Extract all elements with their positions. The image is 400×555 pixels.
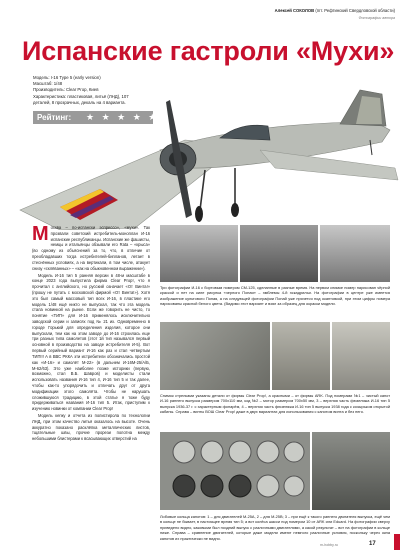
spec-model: Модель: I-16 Type 5 (early version)	[33, 75, 101, 80]
body-paragraph-1: осква – по-испански эспрессо», «мухи». Так прозвали советский истребитель-моноплан И-16 испанские республиканцы. Испанские же фашисты, немцы и итальянцы обзывали его Rata – «крыса» (во одному из объяснений за то, что, в отличие от преобладавших тогда истребителей-бипланов, летает в стеснённых условиях, а на вертикали, в том числе, атакует снизу «склёванных» – «как на обыкновенном выражении»).	[32, 225, 150, 271]
spec-kit: Характеристика: пластиковая, литьё (ЛНД), 107	[33, 93, 129, 99]
photo-aircraft-1	[160, 225, 238, 282]
photo-parts-props-1	[272, 322, 330, 390]
caption-2: Снимок стрелками указаны детали от фирмы Clear Prop!, а красными – от фирмы ARK. Под номерами №1 – чистый капот И-16 раннего выпуска размером 700x110 мм, код №2 – мотор размером 700x50 мм, 3 – верхняя часть фюзеляжа И-16 тип 5 выпуска 1936-37 г. с характерным фонарём, 4 – верхняя часть фюзеляжа И-16 тип 5 выпуска 1938 года с козырьком открытой кабины. Справа – винты ВОШ Clear Prop! даже в двух вариантах для использования с капотом винта и без него.	[160, 393, 390, 415]
photo-aircraft-3	[320, 225, 390, 282]
spec-kit-2: деталей, 8 прозрачных, декаль на 4 варианта.	[33, 99, 126, 105]
author-byline	[210, 8, 395, 13]
drop-cap: М	[32, 223, 49, 245]
body-paragraph-2: Модель И-16 тип 5 ранняя версии в 48-м масштабе в конце 2023 года выпустила фирма Clear Prop!, что я прочитал с английского, но русский означает «От Винта!» (прошу не путать с московской фирмой «От Винта!»). Хотя это был самый массовый тип всех И-16, в пластике его модель 1/48 ещё никто не выпускал, так что эта модель стала новинкой на рынке. Если же говорить не чисто, то понятие «ТИП» для И-16 применялось исключительно заводской серии и записях под № 21 их. Одновременно в городе Горький для определения изделия, которое они выпускали, тем как на этом заводе до И-16 строилась еще три разных типа самолетов (этот 1й тип назывался первый основной в производство на заводе истребителя И-5). Вот первый серийный вариант И-16 как раз и стал четвертым ТИП!!! А в ВВС РККА эти истребители обозначались простой как «И-16» и самолёт М-22» (в дальнем И-16М-25/А/Б, М-62/63). Это уже наиболее позже историки (первую, возможно, стал В.Б. Шавров) и моделисты стали использовать названия И-16 тип 4, И-16 тип 5 и так далее, чтобы как-то упорядочить и отличать друг от друга модификации этого самолёта. Чтобы не нарушать сложившуюся традицию, в этой статье я тоже буду придерживаться названия И-16 тип 5. Итак, приступим к изучению новинки от компании Clear Prop!	[32, 272, 150, 412]
rating-stars: ★ ★ ★ ★ ★	[86, 112, 159, 122]
spec-maker: Производитель: Clear Prop, Киев	[33, 87, 99, 93]
photo-parts-props-2	[332, 322, 390, 390]
photo-aircraft-2	[240, 225, 318, 282]
article-body	[32, 225, 150, 443]
page-number: 17	[369, 541, 376, 547]
author-name: Алексей СОКОЛОВ	[274, 8, 315, 13]
cowling-rings-drawing	[160, 432, 310, 510]
rating-label: Рейтинг:	[37, 113, 72, 122]
caption-3: Лобовые кольца капотов: 1 – для двигателей М-25А, 2 – для М-25В; 3 – при ещё к такого раннего двигателя выпуска, ещё чем в кольце не бывает, в настоящее время тип 5; а вот колёса шасси под номером 10 от ARK или Eduard. На фотографии сверху приведено видно, каковыми был поздний выпуск с различными двигателями, а какой результат – вот на фотографии в кольце ниже. Справа – сравнение двигателей, которые даже модели имеют немного различные условия, поскольку через окна капотов их практически не видно.	[160, 514, 390, 541]
caption-1: Три фотографии И-16 с бортовым номером CM-125, сделанные в разные время. На первом снимке номер нарисован чёрной краской и нет на киле рисунка «черного Попая» – эмблемы 4-й эскадрильи. На фотографии в центре уже имеется изображение культового Попая, а на следующей фотографии Попай уже прячется под окантовкой, при этом цифры номера нарисованы красной белого цвета. (Видимо этот вариант и взял за образец для окраски модели.	[160, 285, 390, 307]
model-specs	[33, 75, 183, 106]
photo-cowling-rings	[160, 432, 310, 510]
photo-engines	[312, 432, 390, 510]
footer-url: m-hobby.ru	[320, 543, 338, 547]
author-place: (пгт. Рефтинский Свердловской области)	[315, 8, 395, 13]
body-paragraph-3: Модель кепку и отчета из полистирола по технологии ЛНД, при этом качество литья оказалось на высоте. Очень аккуратно показано расклёпка металлических листов, тщательные швы, прочие прорези полотна между небольшими блистерами к всасывающих отверстий на	[32, 413, 150, 442]
spec-scale: Масштаб: 1/48	[33, 81, 63, 87]
section-credit: Фотографии автора	[358, 16, 395, 20]
photo-parts-large	[160, 322, 270, 390]
page-edge-tab	[394, 534, 400, 550]
article-title: Испанские гастроли «Мухи»	[22, 36, 395, 66]
